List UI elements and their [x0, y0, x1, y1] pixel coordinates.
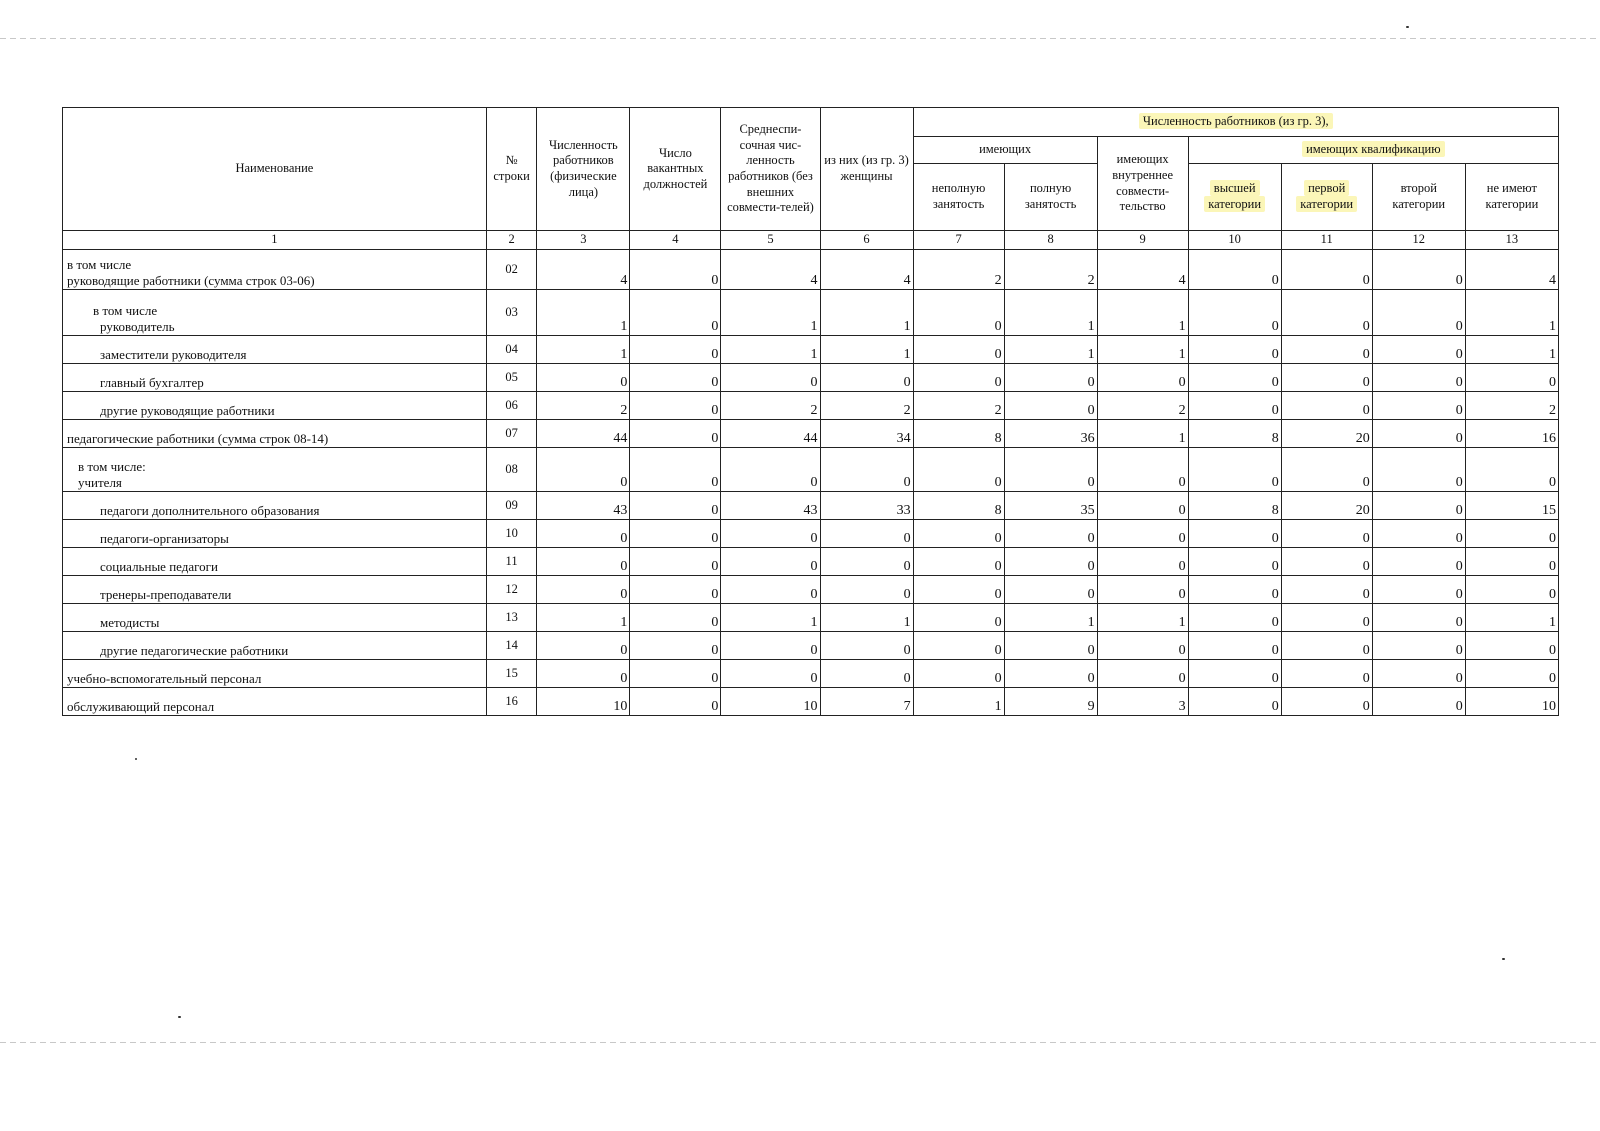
- table-row: [63, 548, 1559, 576]
- cell-col11: 0: [1281, 336, 1372, 364]
- cell-col4: 0: [630, 576, 721, 604]
- row-code: 06: [486, 392, 537, 420]
- row-name: [63, 448, 487, 492]
- cell-col8: 2: [1004, 250, 1097, 290]
- header-col6: из них (из гр. 3) женщины: [820, 108, 913, 231]
- cell-col9: 3: [1097, 688, 1188, 716]
- cell-col4: 0: [630, 492, 721, 520]
- table-row: [63, 492, 1559, 520]
- cell-col8: 0: [1004, 576, 1097, 604]
- row-code: 09: [486, 492, 537, 520]
- cell-col9: 0: [1097, 520, 1188, 548]
- row-name: [63, 420, 487, 448]
- cell-col9: 1: [1097, 420, 1188, 448]
- column-number: 4: [630, 231, 721, 250]
- cell-col5: 2: [721, 392, 820, 420]
- cell-col9: 0: [1097, 660, 1188, 688]
- cell-col6: 1: [820, 336, 913, 364]
- cell-col4: 0: [630, 250, 721, 290]
- staff-statistics-table: [62, 107, 1559, 716]
- cell-col7: 0: [913, 548, 1004, 576]
- cell-col3: 0: [537, 364, 630, 392]
- cell-col12: 0: [1372, 632, 1465, 660]
- cell-col7: 8: [913, 420, 1004, 448]
- cell-col7: 2: [913, 392, 1004, 420]
- row-code: 04: [486, 336, 537, 364]
- cell-col10: 0: [1188, 660, 1281, 688]
- cell-col13: 0: [1465, 448, 1558, 492]
- cell-col12: 0: [1372, 520, 1465, 548]
- header-col10-text: высшей категории: [1204, 180, 1265, 212]
- cell-col4: 0: [630, 364, 721, 392]
- cell-col4: 0: [630, 520, 721, 548]
- cell-col5: 43: [721, 492, 820, 520]
- table-body: [63, 250, 1559, 716]
- row-code: 05: [486, 364, 537, 392]
- header-col8: полную занятость: [1004, 164, 1097, 231]
- cell-col13: 15: [1465, 492, 1558, 520]
- row-code: 03: [486, 290, 537, 336]
- header-col3: Численность работников (физические лица): [537, 108, 630, 231]
- row-name: [63, 604, 487, 632]
- row-name: [63, 660, 487, 688]
- column-number: 2: [486, 231, 537, 250]
- cell-col10: 0: [1188, 250, 1281, 290]
- cell-col5: 44: [721, 420, 820, 448]
- header-col11-text: первой категории: [1296, 180, 1357, 212]
- cell-col10: 0: [1188, 336, 1281, 364]
- cell-col11: 0: [1281, 520, 1372, 548]
- row-code: 08: [486, 448, 537, 492]
- scan-speck: [1406, 26, 1409, 28]
- table-row: [63, 604, 1559, 632]
- column-numbers-row: [63, 231, 1559, 250]
- cell-col9: 0: [1097, 364, 1188, 392]
- row-label: педагоги дополнительного образования: [100, 502, 320, 518]
- header-group-title: [913, 108, 1558, 137]
- cell-col8: 36: [1004, 420, 1097, 448]
- header-col12: второй категории: [1372, 164, 1465, 231]
- cell-col12: 0: [1372, 290, 1465, 336]
- cell-col4: 0: [630, 392, 721, 420]
- cell-col3: 0: [537, 548, 630, 576]
- cell-col12: 0: [1372, 604, 1465, 632]
- row-name: [63, 632, 487, 660]
- cell-col6: 2: [820, 392, 913, 420]
- cell-col11: 0: [1281, 604, 1372, 632]
- cell-col10: 0: [1188, 448, 1281, 492]
- column-number: 1: [63, 231, 487, 250]
- cell-col10: 8: [1188, 492, 1281, 520]
- cell-col10: 8: [1188, 420, 1281, 448]
- header-group-title-text: Численность работников (из гр. 3),: [1139, 113, 1333, 129]
- cell-col10: 0: [1188, 290, 1281, 336]
- table-row: [63, 660, 1559, 688]
- cell-col13: 16: [1465, 420, 1558, 448]
- cell-col4: 0: [630, 688, 721, 716]
- table-row: [63, 448, 1559, 492]
- cell-col13: 4: [1465, 250, 1558, 290]
- cell-col8: 0: [1004, 392, 1097, 420]
- cell-col13: 1: [1465, 290, 1558, 336]
- cell-col12: 0: [1372, 688, 1465, 716]
- cell-col6: 33: [820, 492, 913, 520]
- row-label: другие руководящие работники: [100, 402, 275, 418]
- cell-col10: 0: [1188, 520, 1281, 548]
- cell-col12: 0: [1372, 392, 1465, 420]
- table-row: [63, 392, 1559, 420]
- cell-col11: 0: [1281, 548, 1372, 576]
- cell-col3: 43: [537, 492, 630, 520]
- row-label: тренеры-преподаватели: [100, 586, 232, 602]
- cell-col6: 4: [820, 250, 913, 290]
- header-col4: Число вакантных должностей: [630, 108, 721, 231]
- cell-col6: 34: [820, 420, 913, 448]
- cell-col5: 0: [721, 576, 820, 604]
- cell-col8: 1: [1004, 336, 1097, 364]
- column-number: 5: [721, 231, 820, 250]
- cell-col10: 0: [1188, 604, 1281, 632]
- header-having: имеющих: [913, 137, 1097, 164]
- cell-col9: 0: [1097, 492, 1188, 520]
- table-row: [63, 688, 1559, 716]
- cell-col3: 0: [537, 448, 630, 492]
- header-row-number: № строки: [486, 108, 537, 231]
- cell-col5: 1: [721, 336, 820, 364]
- cell-col10: 0: [1188, 364, 1281, 392]
- cell-col10: 0: [1188, 688, 1281, 716]
- cell-col12: 0: [1372, 576, 1465, 604]
- row-name: [63, 576, 487, 604]
- row-label: руководитель: [100, 318, 175, 334]
- header-col10: [1188, 164, 1281, 231]
- cell-col10: 0: [1188, 548, 1281, 576]
- cell-col3: 1: [537, 336, 630, 364]
- cell-col13: 0: [1465, 364, 1558, 392]
- cell-col8: 0: [1004, 548, 1097, 576]
- column-number: 3: [537, 231, 630, 250]
- scan-speck: [1502, 958, 1505, 960]
- row-label: обслуживающий персонал: [67, 698, 215, 714]
- cell-col6: 0: [820, 576, 913, 604]
- row-name: [63, 520, 487, 548]
- row-label: учителя: [78, 474, 122, 490]
- cell-col7: 0: [913, 336, 1004, 364]
- row-label: руководящие работники (сумма строк 03-06): [67, 272, 315, 288]
- cell-col9: 0: [1097, 548, 1188, 576]
- cell-col7: 0: [913, 632, 1004, 660]
- cell-col6: 0: [820, 548, 913, 576]
- cell-col7: 1: [913, 688, 1004, 716]
- scan-artifact-top: [0, 38, 1600, 39]
- cell-col5: 4: [721, 250, 820, 290]
- row-label: социальные педагоги: [100, 558, 218, 574]
- cell-col5: 0: [721, 364, 820, 392]
- cell-col11: 0: [1281, 448, 1372, 492]
- cell-col11: 0: [1281, 632, 1372, 660]
- column-number: 13: [1465, 231, 1558, 250]
- cell-col12: 0: [1372, 364, 1465, 392]
- cell-col11: 0: [1281, 688, 1372, 716]
- column-number: 9: [1097, 231, 1188, 250]
- cell-col9: 2: [1097, 392, 1188, 420]
- header-qualification-text: имеющих квалификацию: [1302, 141, 1445, 157]
- cell-col5: 0: [721, 448, 820, 492]
- cell-col4: 0: [630, 336, 721, 364]
- cell-col13: 0: [1465, 576, 1558, 604]
- table-row: [63, 250, 1559, 290]
- cell-col7: 2: [913, 250, 1004, 290]
- cell-col5: 1: [721, 604, 820, 632]
- row-code: 10: [486, 520, 537, 548]
- row-code: 07: [486, 420, 537, 448]
- cell-col3: 10: [537, 688, 630, 716]
- cell-col9: 0: [1097, 632, 1188, 660]
- cell-col5: 0: [721, 632, 820, 660]
- header-col11: [1281, 164, 1372, 231]
- row-code: 02: [486, 250, 537, 290]
- row-prefix: в том числе: [67, 256, 132, 272]
- cell-col4: 0: [630, 660, 721, 688]
- cell-col4: 0: [630, 632, 721, 660]
- table-row: [63, 632, 1559, 660]
- cell-col8: 0: [1004, 660, 1097, 688]
- cell-col4: 0: [630, 290, 721, 336]
- cell-col9: 0: [1097, 448, 1188, 492]
- cell-col5: 0: [721, 548, 820, 576]
- cell-col13: 1: [1465, 336, 1558, 364]
- cell-col9: 1: [1097, 604, 1188, 632]
- cell-col12: 0: [1372, 336, 1465, 364]
- row-code: 14: [486, 632, 537, 660]
- row-name: [63, 392, 487, 420]
- header-col5: Среднеспи-сочная чис-ленность работников (без внешних совмести-телей): [721, 108, 820, 231]
- cell-col11: 20: [1281, 420, 1372, 448]
- cell-col6: 7: [820, 688, 913, 716]
- column-number: 7: [913, 231, 1004, 250]
- scan-speck: [135, 758, 137, 760]
- cell-col10: 0: [1188, 576, 1281, 604]
- header-name: Наименование: [63, 108, 487, 231]
- cell-col7: 0: [913, 448, 1004, 492]
- cell-col4: 0: [630, 448, 721, 492]
- cell-col6: 0: [820, 632, 913, 660]
- cell-col4: 0: [630, 420, 721, 448]
- cell-col11: 0: [1281, 392, 1372, 420]
- cell-col3: 0: [537, 660, 630, 688]
- cell-col12: 0: [1372, 660, 1465, 688]
- row-label: заместители руководителя: [100, 346, 247, 362]
- row-label: методисты: [100, 614, 160, 630]
- cell-col13: 0: [1465, 632, 1558, 660]
- cell-col6: 1: [820, 290, 913, 336]
- row-label: педагогические работники (сумма строк 08-14): [67, 430, 329, 446]
- cell-col9: 4: [1097, 250, 1188, 290]
- cell-col6: 0: [820, 520, 913, 548]
- cell-col7: 8: [913, 492, 1004, 520]
- row-name: [63, 688, 487, 716]
- cell-col7: 0: [913, 520, 1004, 548]
- row-prefix: в том числе:: [78, 458, 146, 474]
- column-number: 8: [1004, 231, 1097, 250]
- cell-col11: 0: [1281, 364, 1372, 392]
- table-row: [63, 364, 1559, 392]
- scan-speck: [178, 1016, 181, 1018]
- cell-col11: 0: [1281, 576, 1372, 604]
- cell-col9: 1: [1097, 290, 1188, 336]
- cell-col8: 9: [1004, 688, 1097, 716]
- cell-col3: 2: [537, 392, 630, 420]
- row-code: 15: [486, 660, 537, 688]
- cell-col9: 0: [1097, 576, 1188, 604]
- row-name: [63, 492, 487, 520]
- row-label: педагоги-организаторы: [100, 530, 229, 546]
- cell-col12: 0: [1372, 448, 1465, 492]
- column-number: 11: [1281, 231, 1372, 250]
- row-label: учебно-вспомогательный персонал: [67, 670, 262, 686]
- scan-artifact-bottom: [0, 1042, 1600, 1043]
- cell-col6: 0: [820, 448, 913, 492]
- cell-col10: 0: [1188, 392, 1281, 420]
- row-prefix: в том числе: [93, 302, 158, 318]
- row-name: [63, 336, 487, 364]
- table-row: [63, 420, 1559, 448]
- header-qualification: [1188, 137, 1558, 164]
- cell-col4: 0: [630, 604, 721, 632]
- row-code: 12: [486, 576, 537, 604]
- cell-col11: 0: [1281, 290, 1372, 336]
- cell-col8: 0: [1004, 520, 1097, 548]
- cell-col13: 0: [1465, 520, 1558, 548]
- column-number: 12: [1372, 231, 1465, 250]
- cell-col8: 0: [1004, 364, 1097, 392]
- header-col7: неполную занятость: [913, 164, 1004, 231]
- cell-col3: 1: [537, 290, 630, 336]
- table-row: [63, 290, 1559, 336]
- column-number: 6: [820, 231, 913, 250]
- header-col13: не имеют категории: [1465, 164, 1558, 231]
- cell-col5: 0: [721, 660, 820, 688]
- row-name: [63, 364, 487, 392]
- cell-col11: 0: [1281, 660, 1372, 688]
- cell-col11: 0: [1281, 250, 1372, 290]
- cell-col5: 10: [721, 688, 820, 716]
- cell-col3: 1: [537, 604, 630, 632]
- cell-col13: 2: [1465, 392, 1558, 420]
- cell-col9: 1: [1097, 336, 1188, 364]
- table-row: [63, 336, 1559, 364]
- cell-col7: 0: [913, 660, 1004, 688]
- cell-col12: 0: [1372, 420, 1465, 448]
- table-row: [63, 576, 1559, 604]
- cell-col5: 1: [721, 290, 820, 336]
- column-number: 10: [1188, 231, 1281, 250]
- cell-col3: 0: [537, 576, 630, 604]
- row-label: другие педагогические работники: [100, 642, 289, 658]
- cell-col13: 0: [1465, 548, 1558, 576]
- cell-col7: 0: [913, 290, 1004, 336]
- row-name: [63, 290, 487, 336]
- cell-col8: 0: [1004, 632, 1097, 660]
- row-code: 16: [486, 688, 537, 716]
- cell-col7: 0: [913, 364, 1004, 392]
- cell-col3: 0: [537, 632, 630, 660]
- cell-col12: 0: [1372, 548, 1465, 576]
- cell-col6: 0: [820, 364, 913, 392]
- row-name: [63, 250, 487, 290]
- cell-col6: 0: [820, 660, 913, 688]
- cell-col11: 20: [1281, 492, 1372, 520]
- cell-col4: 0: [630, 548, 721, 576]
- cell-col6: 1: [820, 604, 913, 632]
- header-col9: имеющих внутреннее совмести-тельство: [1097, 137, 1188, 231]
- cell-col7: 0: [913, 604, 1004, 632]
- cell-col8: 1: [1004, 290, 1097, 336]
- cell-col5: 0: [721, 520, 820, 548]
- cell-col13: 10: [1465, 688, 1558, 716]
- cell-col13: 0: [1465, 660, 1558, 688]
- row-name: [63, 548, 487, 576]
- cell-col3: 4: [537, 250, 630, 290]
- cell-col12: 0: [1372, 492, 1465, 520]
- row-code: 11: [486, 548, 537, 576]
- table-row: [63, 520, 1559, 548]
- cell-col7: 0: [913, 576, 1004, 604]
- cell-col3: 0: [537, 520, 630, 548]
- cell-col8: 35: [1004, 492, 1097, 520]
- cell-col12: 0: [1372, 250, 1465, 290]
- cell-col8: 1: [1004, 604, 1097, 632]
- cell-col13: 1: [1465, 604, 1558, 632]
- row-code: 13: [486, 604, 537, 632]
- cell-col3: 44: [537, 420, 630, 448]
- cell-col8: 0: [1004, 448, 1097, 492]
- row-label: главный бухгалтер: [100, 374, 204, 390]
- cell-col10: 0: [1188, 632, 1281, 660]
